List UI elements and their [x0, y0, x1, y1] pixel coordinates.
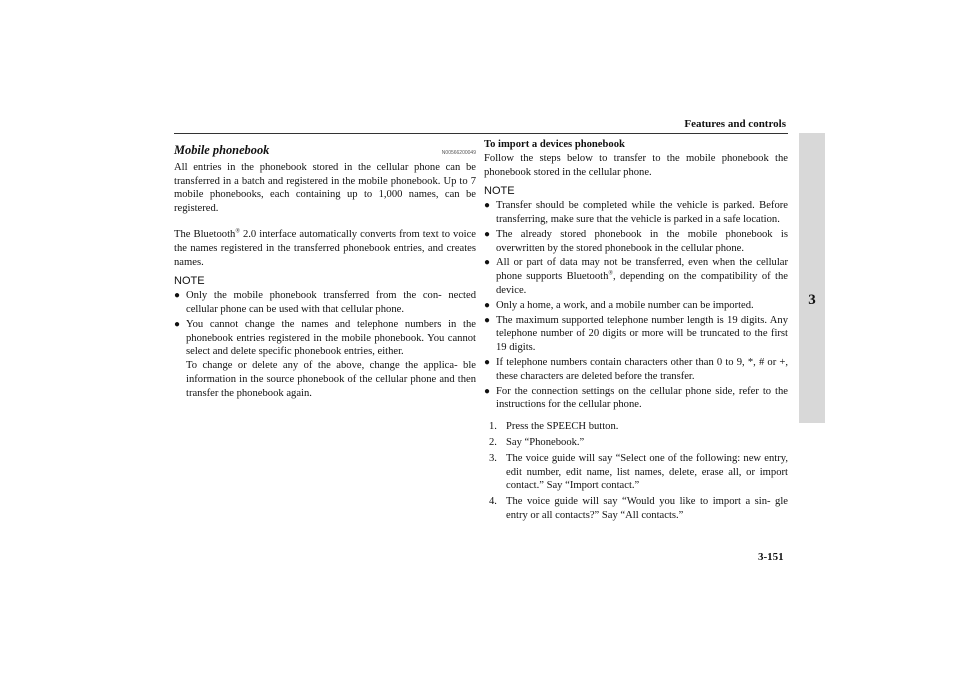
note-item: ● Only the mobile phonebook transferred from the con- nected cellular phone can be used with that cellular phone. [174, 289, 476, 317]
registered-mark: ® [608, 270, 613, 277]
step-number: 4. [489, 496, 497, 508]
import-intro: Follow the steps below to transfer to the mobile phonebook the phonebook stored in the cellular phone. [484, 152, 788, 178]
right-column [484, 138, 788, 525]
note-continuation: To change or delete any of the above, change the applica- ble information in the source phonebook of the cellular phone and then transfer the phonebook again. [186, 360, 476, 399]
step-item [484, 495, 788, 523]
page-number: 3-151 [758, 551, 784, 563]
bluetooth-text: The Bluetooth [174, 228, 236, 240]
step-text: Say “Phonebook.” [506, 436, 585, 448]
chapter-number: 3 [808, 292, 816, 308]
section-header-title: Features and controls [684, 118, 786, 130]
note-item: ● The maximum supported telephone number length is 19 digits. Any telephone number of 20 digits or more will be truncated to the first 19 digits. [484, 314, 788, 355]
bluetooth-paragraph [174, 228, 476, 269]
note-item [484, 256, 788, 297]
note-item: ● For the connection settings on the cellular phone side, refer to the instructions for the cellular phone. [484, 385, 788, 413]
step-item [484, 452, 788, 493]
step-item [484, 436, 788, 450]
note-item: ● The already stored phonebook in the mobile phonebook is overwritten by the stored phonebook in the cellular phone. [484, 228, 788, 256]
chapter-tab [799, 133, 825, 423]
section-title: Mobile phonebook [174, 143, 270, 157]
note-item: ● You cannot change the names and telephone numbers in the phonebook entries registered in the mobile phonebook. You cannot select and delete specific phonebook entries, either. [174, 318, 476, 359]
note-text: All or part of data may not be transferred, even when the cellular phone supports Bluetooth [496, 257, 788, 283]
step-item [484, 420, 788, 434]
note-text-tail: , depending on the compatibility of the device. [496, 271, 788, 296]
note-item: ● Transfer should be completed while the vehicle is parked. Before transferring, make sure that the vehicle is parked in a safe location. [484, 199, 788, 227]
section-heading [174, 138, 476, 161]
note-item: ● If telephone numbers contain characters other than 0 to 9, *, # or +, these characters are deleted before the transfer. [484, 356, 788, 384]
step-list [484, 420, 788, 523]
header-rule [174, 133, 788, 134]
note-label: NOTE [174, 275, 205, 288]
note-label: NOTE [484, 185, 515, 198]
left-column [174, 138, 476, 401]
bluetooth-text-tail: 2.0 interface automatically converts from text to voice the names registered in the transferred phonebook entries, and creates names. [174, 228, 477, 268]
step-number: 1. [489, 421, 497, 433]
step-number: 3. [489, 452, 497, 464]
note-item: ● Only a home, a work, and a mobile number can be imported. [484, 299, 788, 313]
step-text: The voice guide will say “Select one of the following: new entry, edit number, edit name, list names, delete, erase all, or import contact.” Say “Import contact.” [506, 452, 788, 492]
intro-paragraph: All entries in the phonebook stored in the cellular phone can be transferred in a batch and registered in the mobile phonebook. Up to 7 mobile phonebooks, each containing up to 1,000 names, can be registered. [174, 161, 476, 215]
step-number: 2. [489, 436, 497, 448]
step-text: The voice guide will say “Would you like to import a sin- gle entry or all contacts?” Say “All contacts.” [506, 496, 788, 521]
registered-mark: ® [235, 228, 240, 235]
subsection-title: To import a devices phonebook [484, 139, 625, 150]
reference-code: N00566200049 [441, 150, 476, 156]
step-text: Press the SPEECH button. [506, 421, 619, 433]
